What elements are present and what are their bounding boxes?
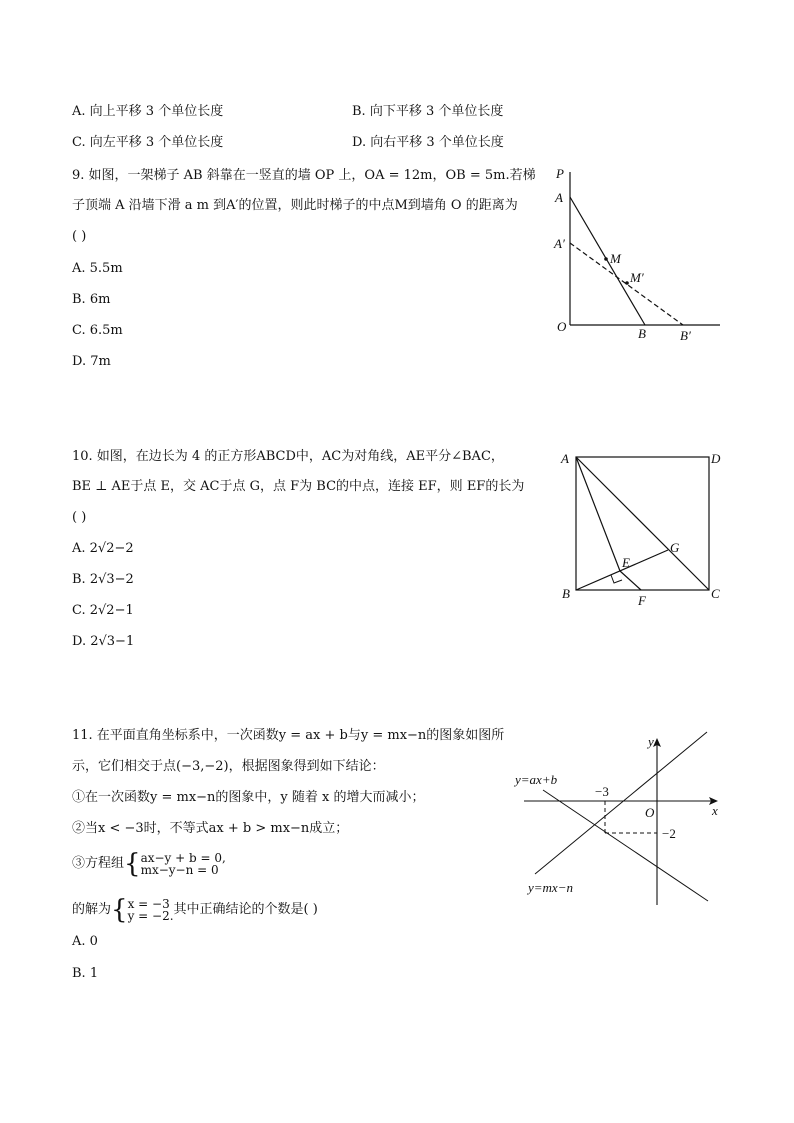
label-a: A xyxy=(555,190,563,205)
q9-stem-line: 9. 如图，一架梯子 AB 斜靠在一竖直的墙 OP 上，OA = 12m，OB = 5m.若梯 xyxy=(72,168,536,183)
q10-option-d[interactable]: D. 2√3−1 xyxy=(72,634,135,649)
label-f: F xyxy=(638,593,646,608)
label-line-ax-b: y=ax+b xyxy=(515,772,558,787)
q9-option-b[interactable]: B. 6m xyxy=(72,292,111,307)
label-g: G xyxy=(670,540,680,555)
q10-answer-blank: ( ) xyxy=(72,510,87,525)
label-a: A xyxy=(561,451,569,466)
q11-stem-line: 示，它们相交于点(−3,−2)，根据图象得到如下结论： xyxy=(72,759,385,774)
label-y-axis: y xyxy=(648,734,654,749)
label-m: M xyxy=(610,251,621,266)
label-b: B xyxy=(562,586,570,601)
q11-conclusion-1: ①在一次函数y = mx−n的图象中，y 随着 x 的增大而减小； xyxy=(72,790,425,805)
label-m-prime: M′ xyxy=(630,270,644,285)
q9-stem-line: 子顶端 A 沿墙下滑 a m 到A′的位置，则此时梯子的中点M到墙角 O 的距离为 xyxy=(72,198,518,213)
q11-option-a[interactable]: A. 0 xyxy=(72,934,98,949)
label-y-minus-2: −2 xyxy=(662,826,676,841)
q11-eq2: mx−y−n = 0 xyxy=(140,863,219,877)
q8-option-b[interactable]: B. 向下平移 3 个单位长度 xyxy=(352,104,504,119)
q10-option-c[interactable]: C. 2√2−1 xyxy=(72,603,134,618)
q11-item3-prefix: ③方程组 xyxy=(72,856,125,871)
q11-solution-line: 的解为{x = −3 y = −2.其中正确结论的个数是( ) xyxy=(72,895,318,925)
q11-stem-line: 11. 在平面直角坐标系中，一次函数y = ax + b与y = mx−n的图象如图所 xyxy=(72,728,505,743)
q8-option-c[interactable]: C. 向左平移 3 个单位长度 xyxy=(72,135,224,150)
label-d: D xyxy=(711,451,721,466)
q9-answer-blank: ( ) xyxy=(72,229,87,244)
q8-option-d[interactable]: D. 向右平移 3 个单位长度 xyxy=(352,135,504,150)
q11-eq1: ax−y + b = 0, xyxy=(140,851,226,865)
label-b: B xyxy=(638,326,646,341)
label-c: C xyxy=(711,586,720,601)
q11-solution-eq1: x = −3 xyxy=(127,897,170,911)
q10-stem-line: BE ⊥ AE于点 E，交 AC于点 G，点 F为 BC的中点，连接 EF，则 EF的长为 xyxy=(72,479,525,494)
q8-option-a[interactable]: A. 向上平移 3 个单位长度 xyxy=(72,104,224,119)
label-line-mx-n: y=mx−n xyxy=(528,880,573,895)
label-e: E xyxy=(622,555,630,570)
q11-conclusion-3: ③方程组{ax−y + b = 0, mx−y−n = 0 xyxy=(72,849,226,879)
label-a-prime: A′ xyxy=(554,236,565,251)
q11-solution-prefix: 的解为 xyxy=(72,902,112,917)
label-x-minus-3: −3 xyxy=(595,784,609,799)
label-o: O xyxy=(557,319,567,334)
q10-option-b[interactable]: B. 2√3−2 xyxy=(72,572,134,587)
q9-option-a[interactable]: A. 5.5m xyxy=(72,261,123,276)
q10-stem-line: 10. 如图，在边长为 4 的正方形ABCD中，AC为对角线，AE平分∠BAC， xyxy=(72,449,504,464)
label-b-prime: B′ xyxy=(680,328,691,343)
label-p: P xyxy=(556,166,564,181)
q11-solution-suffix: 其中正确结论的个数是( ) xyxy=(173,902,318,917)
q11-solution-eq2: y = −2. xyxy=(127,909,174,923)
label-origin: O xyxy=(645,805,655,820)
q9-option-d[interactable]: D. 7m xyxy=(72,354,111,369)
q11-conclusion-2: ②当x < −3时，不等式ax + b > mx−n成立； xyxy=(72,821,349,836)
q9-option-c[interactable]: C. 6.5m xyxy=(72,323,123,338)
label-x-axis: x xyxy=(712,803,718,818)
q11-option-b[interactable]: B. 1 xyxy=(72,966,99,981)
q10-option-a[interactable]: A. 2√2−2 xyxy=(72,541,134,556)
